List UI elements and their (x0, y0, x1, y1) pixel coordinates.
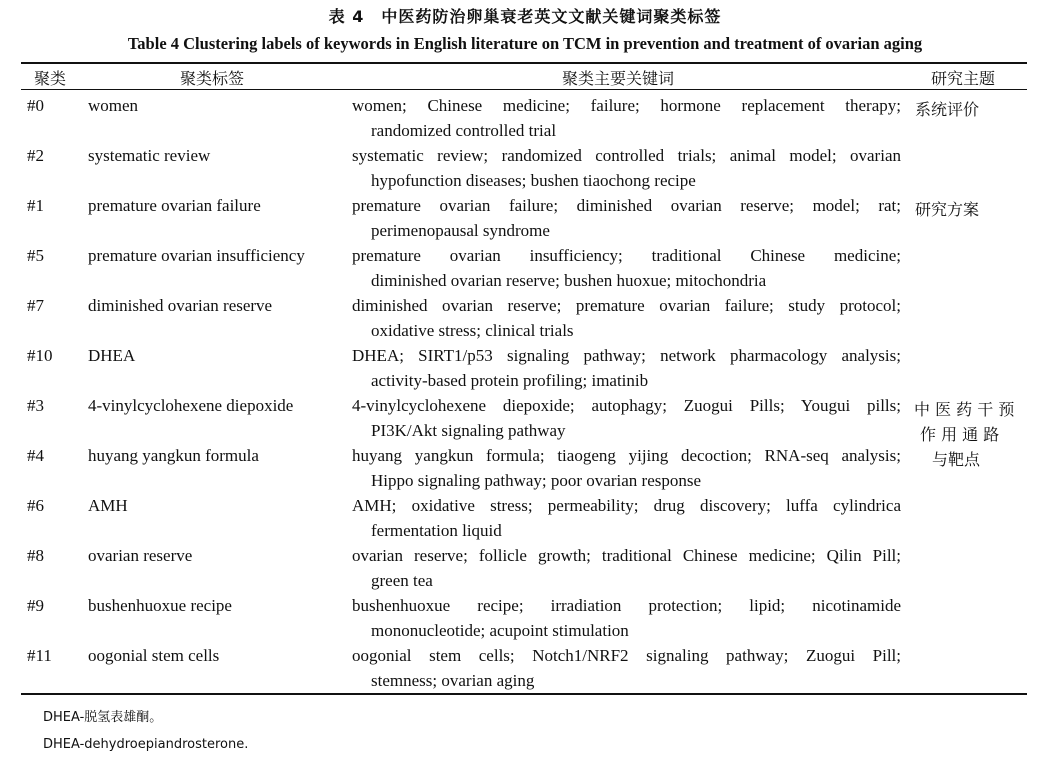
keywords-line-1: oogonial stem cells; Notch1/NRF2 signaling pathway; Zuogui Pill; (352, 646, 901, 665)
theme-systematic-evaluation: 系统评价 (915, 100, 980, 119)
cluster-keywords (352, 396, 901, 441)
cluster-id: #5 (27, 246, 44, 265)
cluster-label: bushenhuoxue recipe (88, 596, 232, 615)
table-row (0, 546, 1050, 596)
keywords-line-2: Hippo signaling pathway; poor ovarian response (371, 471, 702, 490)
keywords-line-1: premature ovarian failure; diminished ovarian reserve; model; rat; (352, 196, 901, 215)
keywords-line-2: perimenopausal syndrome (371, 221, 550, 240)
table-row (0, 646, 1050, 696)
cluster-id: #4 (27, 446, 44, 465)
theme-research-protocol: 研究方案 (915, 200, 980, 219)
cluster-id: #1 (27, 196, 44, 215)
keywords-line-2: green tea (371, 571, 433, 590)
cluster-label: premature ovarian insufficiency (88, 246, 305, 265)
keywords-line-1: diminished ovarian reserve; premature ovarian failure; study protocol; (352, 296, 901, 315)
keywords-line-1: bushenhuoxue recipe; irradiation protection; lipid; nicotinamide (352, 596, 901, 615)
keywords-line-2: PI3K/Akt signaling pathway (371, 421, 566, 440)
cluster-keywords (352, 446, 901, 491)
cluster-label: premature ovarian failure (88, 196, 261, 215)
keywords-line-2: stemness; ovarian aging (371, 671, 535, 690)
table-row (0, 196, 1050, 246)
cluster-id: #2 (27, 146, 44, 165)
keywords-line-2: diminished ovarian reserve; bushen huoxue; mitochondria (371, 271, 767, 290)
cluster-keywords (352, 596, 901, 641)
keywords-line-1: women; Chinese medicine; failure; hormone replacement therapy; (352, 96, 901, 115)
table-row (0, 246, 1050, 296)
theme-mechanism-line2: 作 用 通 路 (920, 425, 1000, 444)
cluster-keywords (352, 296, 901, 341)
table-header-rule (21, 89, 1027, 90)
table-title-english: Table 4 Clustering labels of keywords in English literature on TCM in prevention and treatment of ovarian aging (127, 34, 923, 53)
keywords-line-1: DHEA; SIRT1/p53 signaling pathway; network pharmacology analysis; (352, 346, 901, 365)
table-title-chinese: 表 4 中医药防治卵巢衰老英文文献关键词聚类标签 (328, 7, 722, 26)
keywords-line-1: ovarian reserve; follicle growth; traditional Chinese medicine; Qilin Pill; (352, 546, 901, 565)
table-row (0, 496, 1050, 546)
table-row (0, 146, 1050, 196)
cluster-label: AMH (88, 496, 128, 515)
cluster-label: 4-vinylcyclohexene diepoxide (88, 396, 294, 415)
cluster-id: #3 (27, 396, 44, 415)
keywords-line-2: mononucleotide; acupoint stimulation (371, 621, 629, 640)
keywords-line-1: systematic review; randomized controlled trials; animal model; ovarian (352, 146, 901, 165)
cluster-keywords (352, 146, 901, 191)
table-row (0, 396, 1050, 446)
cluster-label: women (88, 96, 139, 115)
cluster-label: systematic review (88, 146, 211, 165)
cluster-keywords (352, 546, 901, 591)
cluster-id: #0 (27, 96, 44, 115)
cluster-label: oogonial stem cells (88, 646, 220, 665)
cluster-label: DHEA (88, 346, 136, 365)
cluster-keywords (352, 496, 901, 541)
keywords-line-2: randomized controlled trial (371, 121, 557, 140)
keywords-line-2: activity-based protein profiling; imatinib (371, 371, 649, 390)
keywords-line-1: premature ovarian insufficiency; traditional Chinese medicine; (352, 246, 901, 265)
header-cluster: 聚类 (34, 69, 67, 88)
cluster-label: diminished ovarian reserve (88, 296, 273, 315)
keywords-line-1: AMH; oxidative stress; permeability; drug discovery; luffa cylindrica (352, 496, 901, 515)
cluster-keywords (352, 96, 901, 141)
cluster-label: ovarian reserve (88, 546, 193, 565)
header-research-theme: 研究主题 (931, 69, 996, 88)
cluster-keywords (352, 346, 901, 391)
cluster-id: #8 (27, 546, 44, 565)
header-main-keywords: 聚类主要关键词 (562, 69, 675, 88)
keywords-line-2: fermentation liquid (371, 521, 502, 540)
cluster-id: #7 (27, 296, 44, 315)
table-row (0, 96, 1050, 146)
table-row (0, 596, 1050, 646)
footnote-english: DHEA-dehydroepiandrosterone. (43, 737, 249, 752)
cluster-id: #6 (27, 496, 44, 515)
header-cluster-label: 聚类标签 (180, 69, 245, 88)
cluster-keywords (352, 196, 901, 241)
cluster-id: #10 (27, 346, 53, 365)
table-bottom-rule (21, 693, 1027, 695)
table-row (0, 296, 1050, 346)
cluster-keywords (352, 246, 901, 291)
keywords-line-1: huyang yangkun formula; tiaogeng yijing decoction; RNA-seq analysis; (352, 446, 901, 465)
cluster-label: huyang yangkun formula (88, 446, 259, 465)
cluster-id: #9 (27, 596, 44, 615)
theme-mechanism-line3: 与靶点 (932, 450, 981, 469)
table-row (0, 446, 1050, 496)
keywords-line-2: hypofunction diseases; bushen tiaochong recipe (371, 171, 696, 190)
cluster-id: #11 (27, 646, 52, 665)
footnote-chinese: DHEA-脱氢表雄酮。 (43, 710, 163, 725)
table-top-rule (21, 62, 1027, 64)
keywords-line-1: 4-vinylcyclohexene diepoxide; autophagy; Zuogui Pills; Yougui pills; (352, 396, 901, 415)
table-row (0, 346, 1050, 396)
cluster-keywords (352, 646, 901, 691)
theme-mechanism (914, 397, 1022, 472)
theme-mechanism-line1: 中 医 药 干 预 (914, 400, 1015, 419)
keywords-line-2: oxidative stress; clinical trials (371, 321, 574, 340)
